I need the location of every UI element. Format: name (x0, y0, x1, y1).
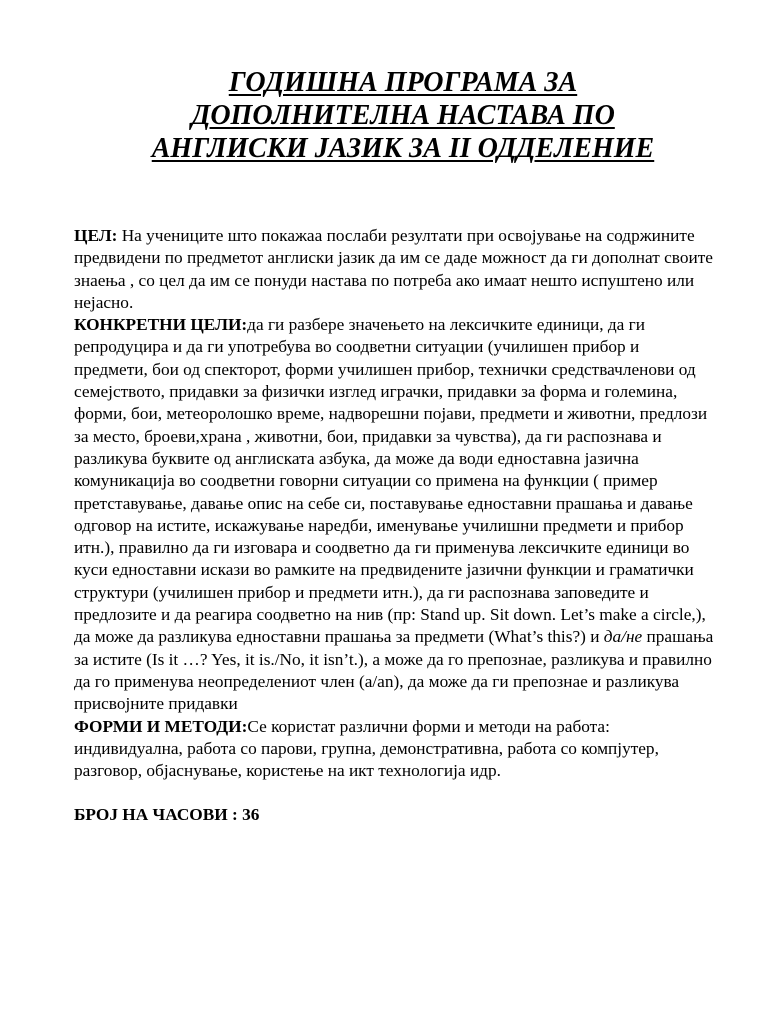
document-body (74, 225, 714, 782)
goal-text: На учениците што покажаа послаби резултати при освојување на содржините предвидени по предметот англиски јазик да им се даде можност да ги дополнат своите знаења , со цел да им се понуди настава по потреба ако имаат нешто испуштено или нејасно. (74, 226, 713, 312)
specific-goals-paragraph (74, 314, 714, 715)
title-line-2: ДОПОЛНИТЕЛНА НАСТАВА ПО (191, 100, 615, 131)
specific-goals-label: КОНКРЕТНИ ЦЕЛИ: (74, 315, 248, 335)
goal-paragraph (74, 225, 714, 314)
forms-methods-text: Се користат различни форми и методи на работа: индивидуална, работа со парови, групна, демонстративна, работа со компјутер, разговор, објаснување, користење на икт технологија идр. (74, 716, 659, 781)
document-page (74, 66, 714, 826)
hours-count: БРОЈ НА ЧАСОВИ : 36 (74, 805, 260, 825)
forms-methods-paragraph (74, 716, 714, 783)
specific-goals-italic: да/не (603, 627, 643, 647)
specific-goals-text-a: да ги разбере значењето на лексичките единици, да ги репродуцира и да ги употребува во соодветни ситуации (училишен прибор и предмети, бои од спекторот, форми училишен прибор, технички средствачленови од семејството, придавки за физички изглед играчки, придавки за форма и големина, форми, бои, метеоролошко време, надворешни појави, предмети и животни, предлози за место, броеви,храна , животни, бои, придавки за чувства), да ги распознава и разликува буквите од англиската азбука, да може да води едноставна јазична комуникација во соодветни говорни ситуации со примена на функции ( пример претставување, давање опис на себе си, поставување едноставни прашања и давање одговор на истите, искажување наредби, именување училишни предмети и прибор итн.), правилно да ги изговара и соодветно да ги применува лексичките единици во куси едноставни искази во рамките на предвидените јазични функции и граматички структури (училишен прибор и предмети итн.), да ги распознава заповедите и предлозите и да реагира соодветно на нив (пр: Stand up. Sit down. Let’s make a circle,), да може да разликува едноставни прашања за предмети (What’s this?) и (74, 315, 708, 647)
title-line-3: АНГЛИСКИ ЈАЗИК ЗА II ОДДЕЛЕНИЕ (151, 133, 655, 164)
specific-goals-text-b: прашања за истите (Is it …? Yes, it is./No, it isn’t.), а може да го препознае, разликува и правилно да го применува неопределениот член (a/an), да може да ги препознае и разликува присвојните придавки (74, 627, 714, 714)
forms-methods-label: ФОРМИ И МЕТОДИ: (74, 716, 248, 736)
title-line-1: ГОДИШНА ПРОГРАМА ЗА (228, 67, 578, 98)
document-title (74, 66, 714, 165)
goal-label: ЦЕЛ: (74, 226, 118, 245)
